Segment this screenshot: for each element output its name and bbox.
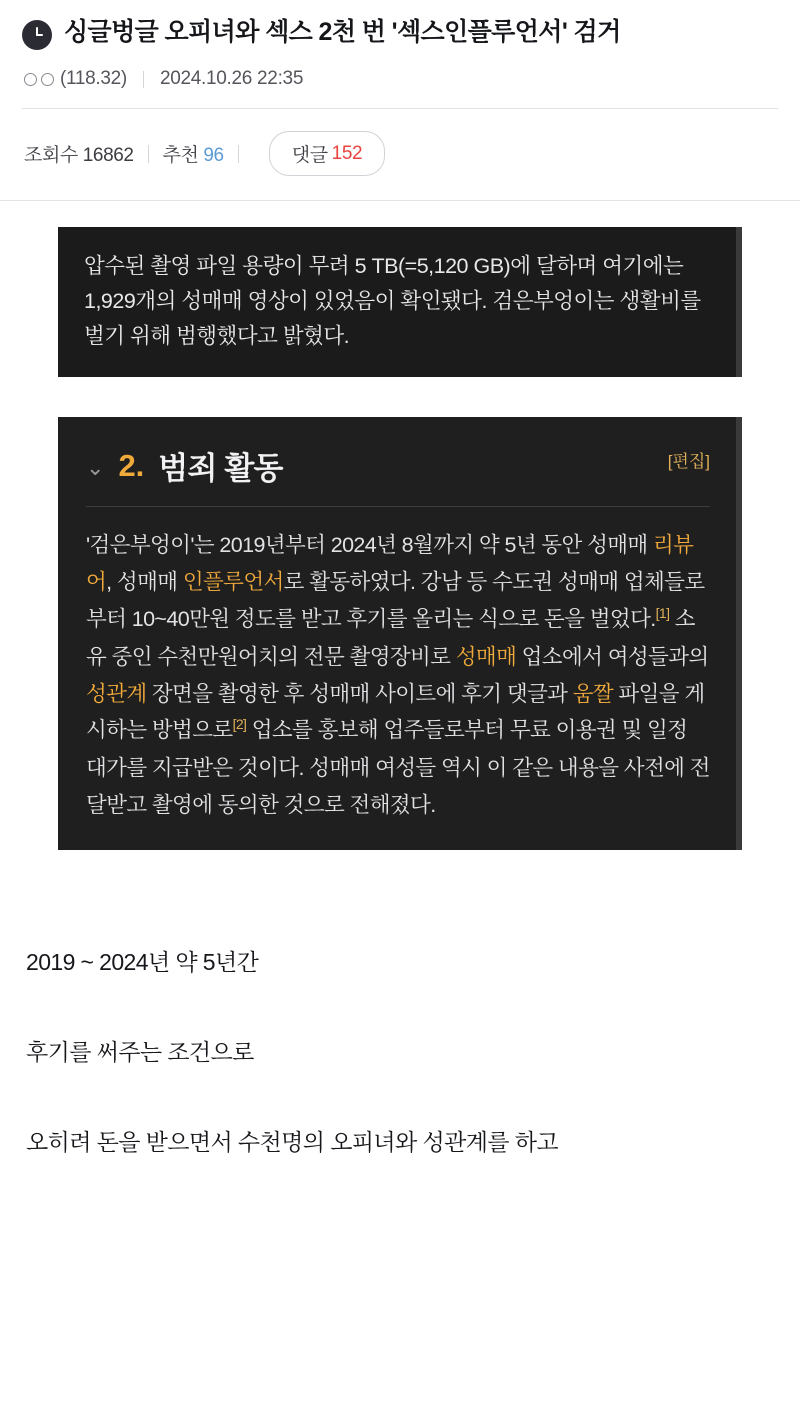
view-count: 조회수 16862 (24, 145, 134, 166)
body-text: '검은부엉이'는 2019년부터 2024년 8월까지 약 5년 동안 성매매 (86, 533, 653, 558)
section-number: 2. (118, 447, 145, 483)
wiki-section-header (86, 443, 710, 507)
section-title: 범죄 활동 (158, 451, 283, 487)
highlighted-term: 성매매 (455, 644, 517, 669)
body-text: 로 활동하였다. 강남 등 수도권 성매매 업체들로부터 10~40만원 정도를 받고 후기를 올리는 식으로 돈을 벌었다. (86, 570, 705, 632)
body-text: 업소를 홍보해 업주들로부터 무료 이용권 및 일정 대가를 지급받은 것이다. 성매매 여성들 역시 이 같은 내용을 사전에 전달받고 촬영에 동의한 것으로 전해졌다. (86, 718, 710, 817)
comment-count: 152 (331, 142, 363, 164)
stat-divider (238, 145, 239, 163)
comment-label: 댓글 (291, 145, 328, 166)
recommend-count[interactable] (163, 140, 224, 167)
chevron-down-icon[interactable]: ⌄ (86, 454, 105, 480)
page-title: 싱글벙글 오피녀와 섹스 2천 번 '섹스인플루언서' 검거 (64, 18, 621, 46)
clock-icon (22, 20, 52, 50)
image-cards (0, 201, 800, 850)
author-name[interactable]: (118.32) (60, 68, 127, 89)
post-date: 2024.10.26 22:35 (159, 68, 304, 89)
footnote-ref[interactable]: [1] (655, 605, 670, 622)
highlighted-term: 인플루언서 (182, 570, 284, 595)
post-content (0, 201, 800, 1188)
recommend-value: 96 (203, 145, 224, 166)
tail-line-1: 2019 ~ 2024년 약 5년간 (26, 948, 259, 975)
quote-card: 압수된 촬영 파일 용량이 무려 5 TB(=5,120 GB)에 달하며 여기에는 1,929개의 성매매 영상이 있었음이 확인됐다. 검은부엉이는 생활비를 벌기 위해 범행했다고 밝혔다. (58, 227, 742, 377)
post-header (0, 0, 800, 109)
post-meta (22, 68, 778, 109)
edit-link[interactable]: [편집] (667, 452, 710, 472)
highlighted-term: 움짤 (572, 681, 614, 706)
body-text: 업소에서 여성들과의 (516, 644, 709, 669)
meta-divider (143, 71, 144, 88)
tail-line-3: 오히려 돈을 받으면서 수천명의 오피녀와 성관계를 하고 (26, 1128, 558, 1155)
footnote-ref[interactable]: [2] (232, 716, 247, 733)
body-text: 소유 중인 수천만원어치의 전문 촬영장비로 (86, 607, 695, 669)
body-text: 장면을 촬영한 후 성매매 사이트에 후기 댓글과 (146, 681, 573, 706)
wiki-section-card (58, 417, 742, 849)
section-body (86, 527, 710, 823)
highlighted-term: 리뷰어 (86, 533, 694, 595)
avatar (24, 73, 54, 86)
stat-divider (148, 145, 149, 163)
body-text: , 성매매 (106, 570, 183, 595)
highlighted-term: 성관계 (86, 681, 147, 706)
tail-line-2: 후기를 써주는 조건으로 (26, 1038, 254, 1065)
stats-bar (0, 109, 800, 201)
post-tail-text (0, 850, 800, 1189)
body-text: 파일을 게시하는 방법으로 (86, 681, 705, 743)
recommend-label: 추천 (162, 145, 199, 166)
title-row (22, 10, 778, 50)
comment-button[interactable] (269, 131, 385, 176)
